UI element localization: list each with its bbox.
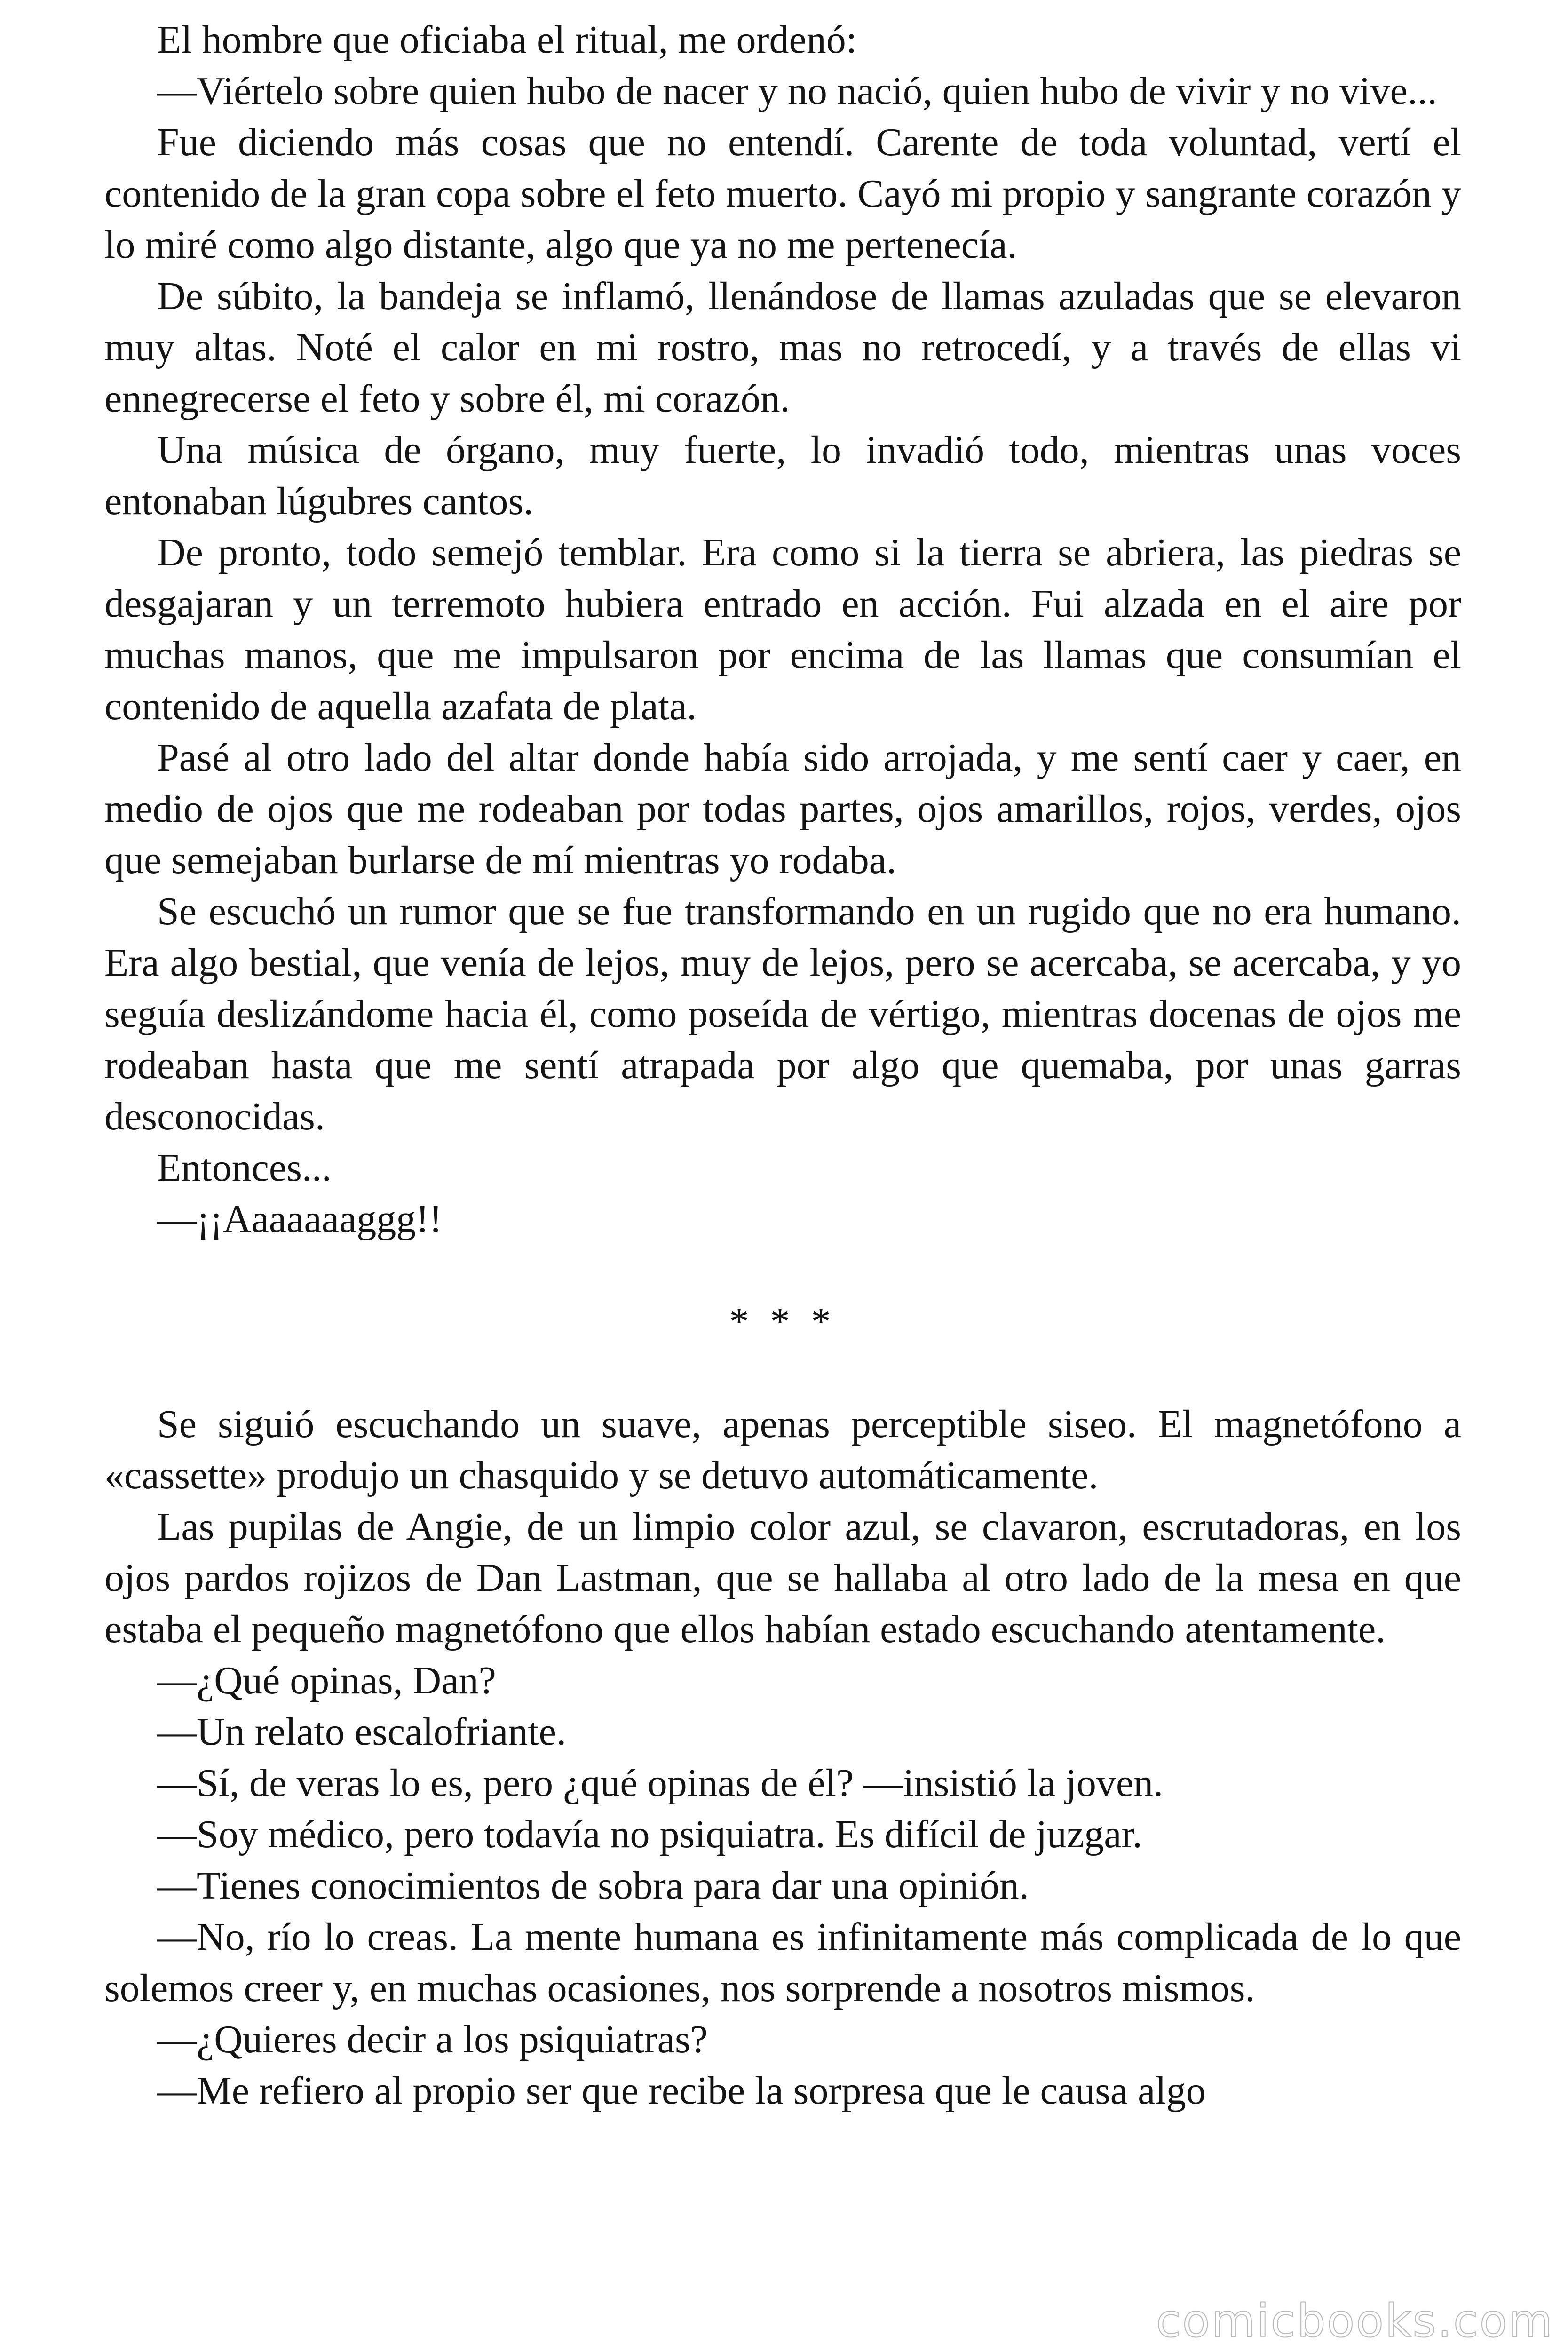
paragraph: De súbito, la bandeja se inflamó, llenándose de llamas azuladas que se elevaron muy altas. Noté el calor en mi rostro, mas no retrocedí, y a través de ellas vi ennegrecerse el feto y sobre él, mi corazón.: [104, 274, 1461, 421]
page-body-text: [104, 14, 1461, 2116]
paragraph: —Soy médico, pero todavía no psiquiatra. Es difícil de juzgar.: [157, 1812, 1142, 1856]
paragraph: Fue diciendo más cosas que no entendí. Carente de toda voluntad, vertí el contenido de la gran copa sobre el feto muerto. Cayó mi propio y sangrante corazón y lo miré como algo distante, algo que ya no me pertenecía.: [104, 120, 1461, 267]
section-separator: * * *: [729, 1300, 837, 1343]
paragraph: —¿Quieres decir a los psiquiatras?: [157, 2018, 708, 2061]
watermark: comicbooks.com: [1156, 2295, 1554, 2347]
paragraph: Una música de órgano, muy fuerte, lo invadió todo, mientras unas voces entonaban lúgubres cantos.: [104, 428, 1461, 523]
paragraph: —No, río lo creas. La mente humana es infinitamente más complicada de lo que solemos creer y, en muchas ocasiones, nos sorprende a nosotros mismos.: [104, 1915, 1461, 2010]
paragraph: De pronto, todo semejó temblar. Era como si la tierra se abriera, las piedras se desgajaran y un terremoto hubiera entrado en acción. Fui alzada en el aire por muchas manos, que me impulsaron por encima de las llamas que consumían el contenido de aquella azafata de plata.: [104, 531, 1461, 728]
paragraph: Las pupilas de Angie, de un limpio color azul, se clavaron, escrutadoras, en los ojos pardos rojizos de Dan Lastman, que se hallaba al otro lado de la mesa en que estaba el pequeño magnetófono que ellos habían estado escuchando atentamente.: [104, 1505, 1461, 1651]
paragraph: —Sí, de veras lo es, pero ¿qué opinas de él? —insistió la joven.: [157, 1761, 1164, 1805]
paragraph: —Tienes conocimientos de sobra para dar una opinión.: [157, 1864, 1029, 1907]
paragraph: —Me refiero al propio ser que recibe la sorpresa que le causa algo: [157, 2069, 1206, 2113]
paragraph: —Viértelo sobre quien hubo de nacer y no nació, quien hubo de vivir y no vive...: [157, 69, 1437, 113]
paragraph: —¿Qué opinas, Dan?: [157, 1659, 496, 1702]
paragraph: —Un relato escalofriante.: [157, 1710, 566, 1754]
paragraph: Entonces...: [157, 1146, 332, 1190]
paragraph: —¡¡Aaaaaaaggg!!: [157, 1197, 443, 1241]
paragraph: Se siguió escuchando un suave, apenas perceptible siseo. El magnetófono a «cassette» produjo un chasquido y se detuvo automáticamente.: [104, 1402, 1461, 1497]
paragraph: El hombre que oficiaba el ritual, me ordenó:: [157, 18, 857, 62]
paragraph: Pasé al otro lado del altar donde había sido arrojada, y me sentí caer y caer, en medio de ojos que me rodeaban por todas partes, ojos amarillos, rojos, verdes, ojos que semejaban burlarse de mí mientras yo rodaba.: [104, 736, 1461, 882]
paragraph: Se escuchó un rumor que se fue transformando en un rugido que no era humano. Era algo bestial, que venía de lejos, muy de lejos, pero se acercaba, se acercaba, y yo seguía deslizándome hacia él, como poseída de vértigo, mientras docenas de ojos me rodeaban hasta que me sentí atrapada por algo que quemaba, por unas garras desconocidas.: [104, 890, 1461, 1138]
